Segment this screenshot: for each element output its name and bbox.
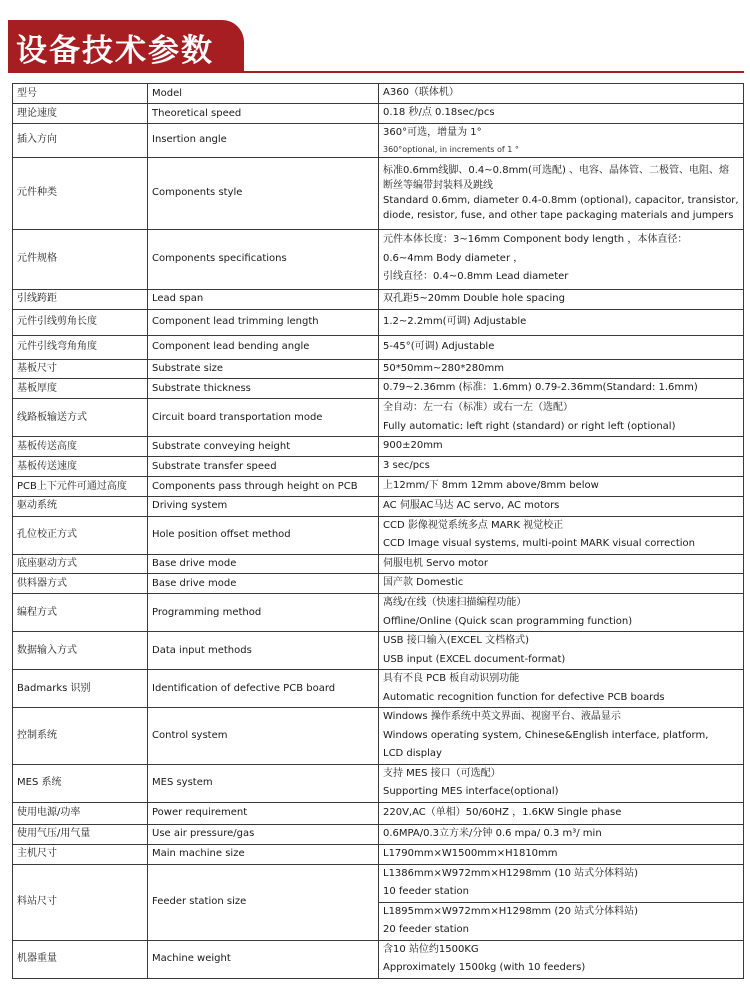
- param-name-cn: 插入方向: [13, 124, 148, 158]
- param-value-line: Offline/Online (Quick scan programming function): [383, 615, 633, 627]
- spec-row: [13, 335, 744, 359]
- param-name-cn: 基板尺寸: [13, 359, 148, 379]
- param-value-line: 0.6MPA/0.3立方米/分钟 0.6 mpa/ 0.3 m³/ min: [383, 827, 602, 839]
- param-name-cn: 控制系统: [13, 708, 148, 765]
- spec-row: [13, 457, 744, 477]
- param-name-en: Control system: [148, 708, 379, 765]
- spec-row: [13, 84, 744, 104]
- spec-row: [13, 124, 744, 158]
- param-value-line: Approximately 1500kg (with 10 feeders): [383, 962, 586, 973]
- param-value-line: 伺服电机 Servo motor: [383, 557, 489, 569]
- spec-row: [13, 497, 744, 517]
- param-value-line: 0.18 秒/点 0.18sec/pcs: [383, 107, 495, 119]
- param-name-en: Component lead trimming length: [148, 309, 379, 335]
- param-value: [379, 309, 744, 335]
- param-value-line: 20 feeder station: [383, 924, 469, 935]
- param-value-line: 元件本体长度：3~16mm Component body length ，本体直径：: [383, 234, 688, 246]
- param-value-line: 0.79~2.36mm (标准：1.6mm) 0.79-2.36mm(Standard: 1.6mm): [383, 382, 698, 394]
- param-value: [379, 864, 744, 940]
- param-value: [379, 574, 744, 594]
- param-name-cn: 元件种类: [13, 157, 148, 229]
- param-name-en: Machine weight: [148, 940, 379, 978]
- spec-row: [13, 104, 744, 124]
- param-value: [379, 802, 744, 824]
- param-value-line: 360°可选，增量为 1°: [383, 127, 482, 138]
- section-title-banner: [8, 20, 244, 72]
- param-value: [379, 940, 744, 978]
- spec-row: [13, 359, 744, 379]
- param-name-cn: 引线跨距: [13, 289, 148, 309]
- param-value-line: USB input (EXCEL document-format): [383, 653, 566, 665]
- param-name-cn: 孔位校正方式: [13, 516, 148, 554]
- param-name-en: Substrate size: [148, 359, 379, 379]
- param-value-line: Windows operating system, Chinese&English interface, platform,: [383, 729, 709, 741]
- param-name-en: Components specifications: [148, 229, 379, 289]
- param-name-en: Substrate conveying height: [148, 437, 379, 457]
- param-value-line: CCD Image visual systems, multi-point MARK visual correction: [383, 538, 695, 549]
- param-value: [379, 457, 744, 477]
- param-value-line: CCD 影像视觉系统多点 MARK 视觉校正: [383, 519, 564, 531]
- param-name-en: Insertion angle: [148, 124, 379, 158]
- param-value-line: 900±20mm: [383, 440, 443, 452]
- param-value: [379, 670, 744, 708]
- spec-row: [13, 940, 744, 978]
- param-value-line: Windows 操作系统中英文界面、视窗平台、液晶显示: [383, 711, 621, 722]
- param-value-line: 引线直径：0.4~0.8mm Lead diameter: [383, 271, 569, 283]
- param-name-en: Lead span: [148, 289, 379, 309]
- param-name-cn: 供料器方式: [13, 574, 148, 594]
- param-name-cn: 线路板输送方式: [13, 399, 148, 437]
- param-value-line: 具有不良 PCB 板自动识别功能: [383, 673, 520, 684]
- param-name-en: Identification of defective PCB board: [148, 670, 379, 708]
- param-value: [379, 554, 744, 574]
- spec-row: [13, 708, 744, 765]
- param-value-line: L1895mm×W972mm×H1298mm (20 站式分体料站): [379, 902, 743, 922]
- param-name-en: Components pass through height on PCB: [148, 477, 379, 497]
- param-value: [379, 157, 744, 229]
- param-value: [379, 104, 744, 124]
- param-name-cn: 使用电源/功率: [13, 802, 148, 824]
- spec-table: [12, 83, 744, 979]
- param-value-line: Standard 0.6mm, diameter 0.4-0.8mm (optional), capacitor, transistor, diode, resistor, fuse, and other tape packaging materials and jumpers: [383, 195, 739, 221]
- spec-row: [13, 824, 744, 844]
- param-value: [379, 632, 744, 670]
- param-value-line: 全自动：左一右（标准）或右一左（选配）: [383, 402, 573, 413]
- param-name-cn: 料站尺寸: [13, 864, 148, 940]
- spec-row: [13, 574, 744, 594]
- param-name-en: Power requirement: [148, 802, 379, 824]
- param-value-line: 10 feeder station: [383, 886, 469, 897]
- param-value: [379, 335, 744, 359]
- spec-row: [13, 802, 744, 824]
- param-value-line: 50*50mm~280*280mm: [383, 362, 504, 374]
- param-value: [379, 824, 744, 844]
- param-name-en: Main machine size: [148, 844, 379, 864]
- param-value-line: L1790mm×W1500mm×H1810mm: [383, 847, 558, 859]
- param-name-cn: 型号: [13, 84, 148, 104]
- param-value-line: AC 伺服AC马达 AC servo, AC motors: [383, 500, 560, 511]
- spec-row: [13, 764, 744, 802]
- param-name-en: Theoretical speed: [148, 104, 379, 124]
- param-name-cn: Badmarks 识别: [13, 670, 148, 708]
- param-name-en: Circuit board transportation mode: [148, 399, 379, 437]
- param-name-en: Feeder station size: [148, 864, 379, 940]
- param-value: [379, 516, 744, 554]
- param-value: [379, 379, 744, 399]
- param-name-cn: PCB上下元件可通过高度: [13, 477, 148, 497]
- spec-row: [13, 516, 744, 554]
- spec-row: [13, 670, 744, 708]
- spec-row: [13, 379, 744, 399]
- param-value-line: 双孔距5~20mm Double hole spacing: [383, 292, 565, 304]
- param-name-cn: 驱动系统: [13, 497, 148, 517]
- param-name-cn: 数据输入方式: [13, 632, 148, 670]
- spec-row: [13, 437, 744, 457]
- param-value-line: Automatic recognition function for defective PCB boards: [383, 691, 665, 703]
- param-value-line: 支持 MES 接口（可选配）: [383, 767, 501, 779]
- param-value-line: 1.2~2.2mm(可调) Adjustable: [383, 315, 527, 327]
- param-value-line: 上12mm/下 8mm 12mm above/8mm below: [383, 480, 599, 492]
- param-name-en: Hole position offset method: [148, 516, 379, 554]
- param-value-line: 离线/在线（快速扫描编程功能）: [383, 597, 527, 608]
- param-value-line: L1386mm×W972mm×H1298mm (10 站式分体料站): [383, 867, 639, 879]
- param-value-line: 标准0.6mm线脚、0.4~0.8mm(可选配) 、电容、晶体管、二极管、电阻、熔断丝等编带封装料及跳线: [383, 165, 730, 191]
- param-name-cn: 基板传送高度: [13, 437, 148, 457]
- title-underline: [8, 71, 744, 73]
- param-value: [379, 289, 744, 309]
- param-value-line: Supporting MES interface(optional): [383, 786, 559, 797]
- param-value-line: USB 接口输入(EXCEL 文档格式): [383, 635, 530, 646]
- param-value: [379, 708, 744, 765]
- param-value-line: 220V,AC（单相）50/60HZ ，1.6KW Single phase: [383, 806, 622, 818]
- spec-row: [13, 554, 744, 574]
- spec-row: [13, 157, 744, 229]
- param-name-en: Substrate transfer speed: [148, 457, 379, 477]
- spec-row: [13, 229, 744, 289]
- param-value-line: 360°optional, in increments of 1 °: [383, 144, 519, 154]
- spec-row: [13, 864, 744, 940]
- spec-row: [13, 594, 744, 632]
- page-title: 设备技术参数: [16, 33, 214, 69]
- spec-table-body: [13, 84, 744, 979]
- spec-row: [13, 844, 744, 864]
- param-name-cn: 元件引线弯角角度: [13, 335, 148, 359]
- param-name-cn: 底座驱动方式: [13, 554, 148, 574]
- param-name-en: Use air pressure/gas: [148, 824, 379, 844]
- spec-row: [13, 289, 744, 309]
- param-name-cn: 理论速度: [13, 104, 148, 124]
- param-value-line: 0.6~4mm Body diameter ，: [383, 252, 524, 264]
- param-name-en: Driving system: [148, 497, 379, 517]
- spec-row: [13, 477, 744, 497]
- param-value-line: 国产款 Domestic: [383, 577, 464, 589]
- param-value-line: Fully automatic: left right (standard) or right left (optional): [383, 420, 676, 432]
- param-value: [379, 594, 744, 632]
- param-value: [379, 497, 744, 517]
- param-value-line: LCD display: [383, 748, 442, 759]
- param-name-cn: 主机尺寸: [13, 844, 148, 864]
- param-name-cn: 基板厚度: [13, 379, 148, 399]
- param-value: [379, 229, 744, 289]
- spec-row: [13, 309, 744, 335]
- param-value-line: 含10 站位约1500KG: [383, 943, 479, 955]
- param-name-en: Base drive mode: [148, 574, 379, 594]
- param-value: [379, 844, 744, 864]
- param-name-cn: 编程方式: [13, 594, 148, 632]
- param-value: [379, 437, 744, 457]
- param-value-line: 5-45°(可调) Adjustable: [383, 340, 495, 352]
- param-value: [379, 359, 744, 379]
- param-name-en: Substrate thickness: [148, 379, 379, 399]
- param-name-en: Model: [148, 84, 379, 104]
- param-name-cn: MES 系统: [13, 764, 148, 802]
- param-value: [379, 764, 744, 802]
- param-name-cn: 基板传送速度: [13, 457, 148, 477]
- param-name-en: Components style: [148, 157, 379, 229]
- param-value: [379, 84, 744, 104]
- param-value-line: A360（联体机）: [383, 87, 459, 99]
- param-value: [379, 477, 744, 497]
- param-name-en: Data input methods: [148, 632, 379, 670]
- param-name-cn: 元件引线剪角长度: [13, 309, 148, 335]
- param-name-en: Component lead bending angle: [148, 335, 379, 359]
- param-value: [379, 124, 744, 158]
- param-value: [379, 399, 744, 437]
- param-name-en: Programming method: [148, 594, 379, 632]
- param-name-en: MES system: [148, 764, 379, 802]
- param-name-cn: 元件规格: [13, 229, 148, 289]
- spec-row: [13, 399, 744, 437]
- param-name-cn: 机器重量: [13, 940, 148, 978]
- param-value-line: 3 sec/pcs: [383, 460, 430, 472]
- param-name-en: Base drive mode: [148, 554, 379, 574]
- spec-row: [13, 632, 744, 670]
- param-name-cn: 使用气压/用气量: [13, 824, 148, 844]
